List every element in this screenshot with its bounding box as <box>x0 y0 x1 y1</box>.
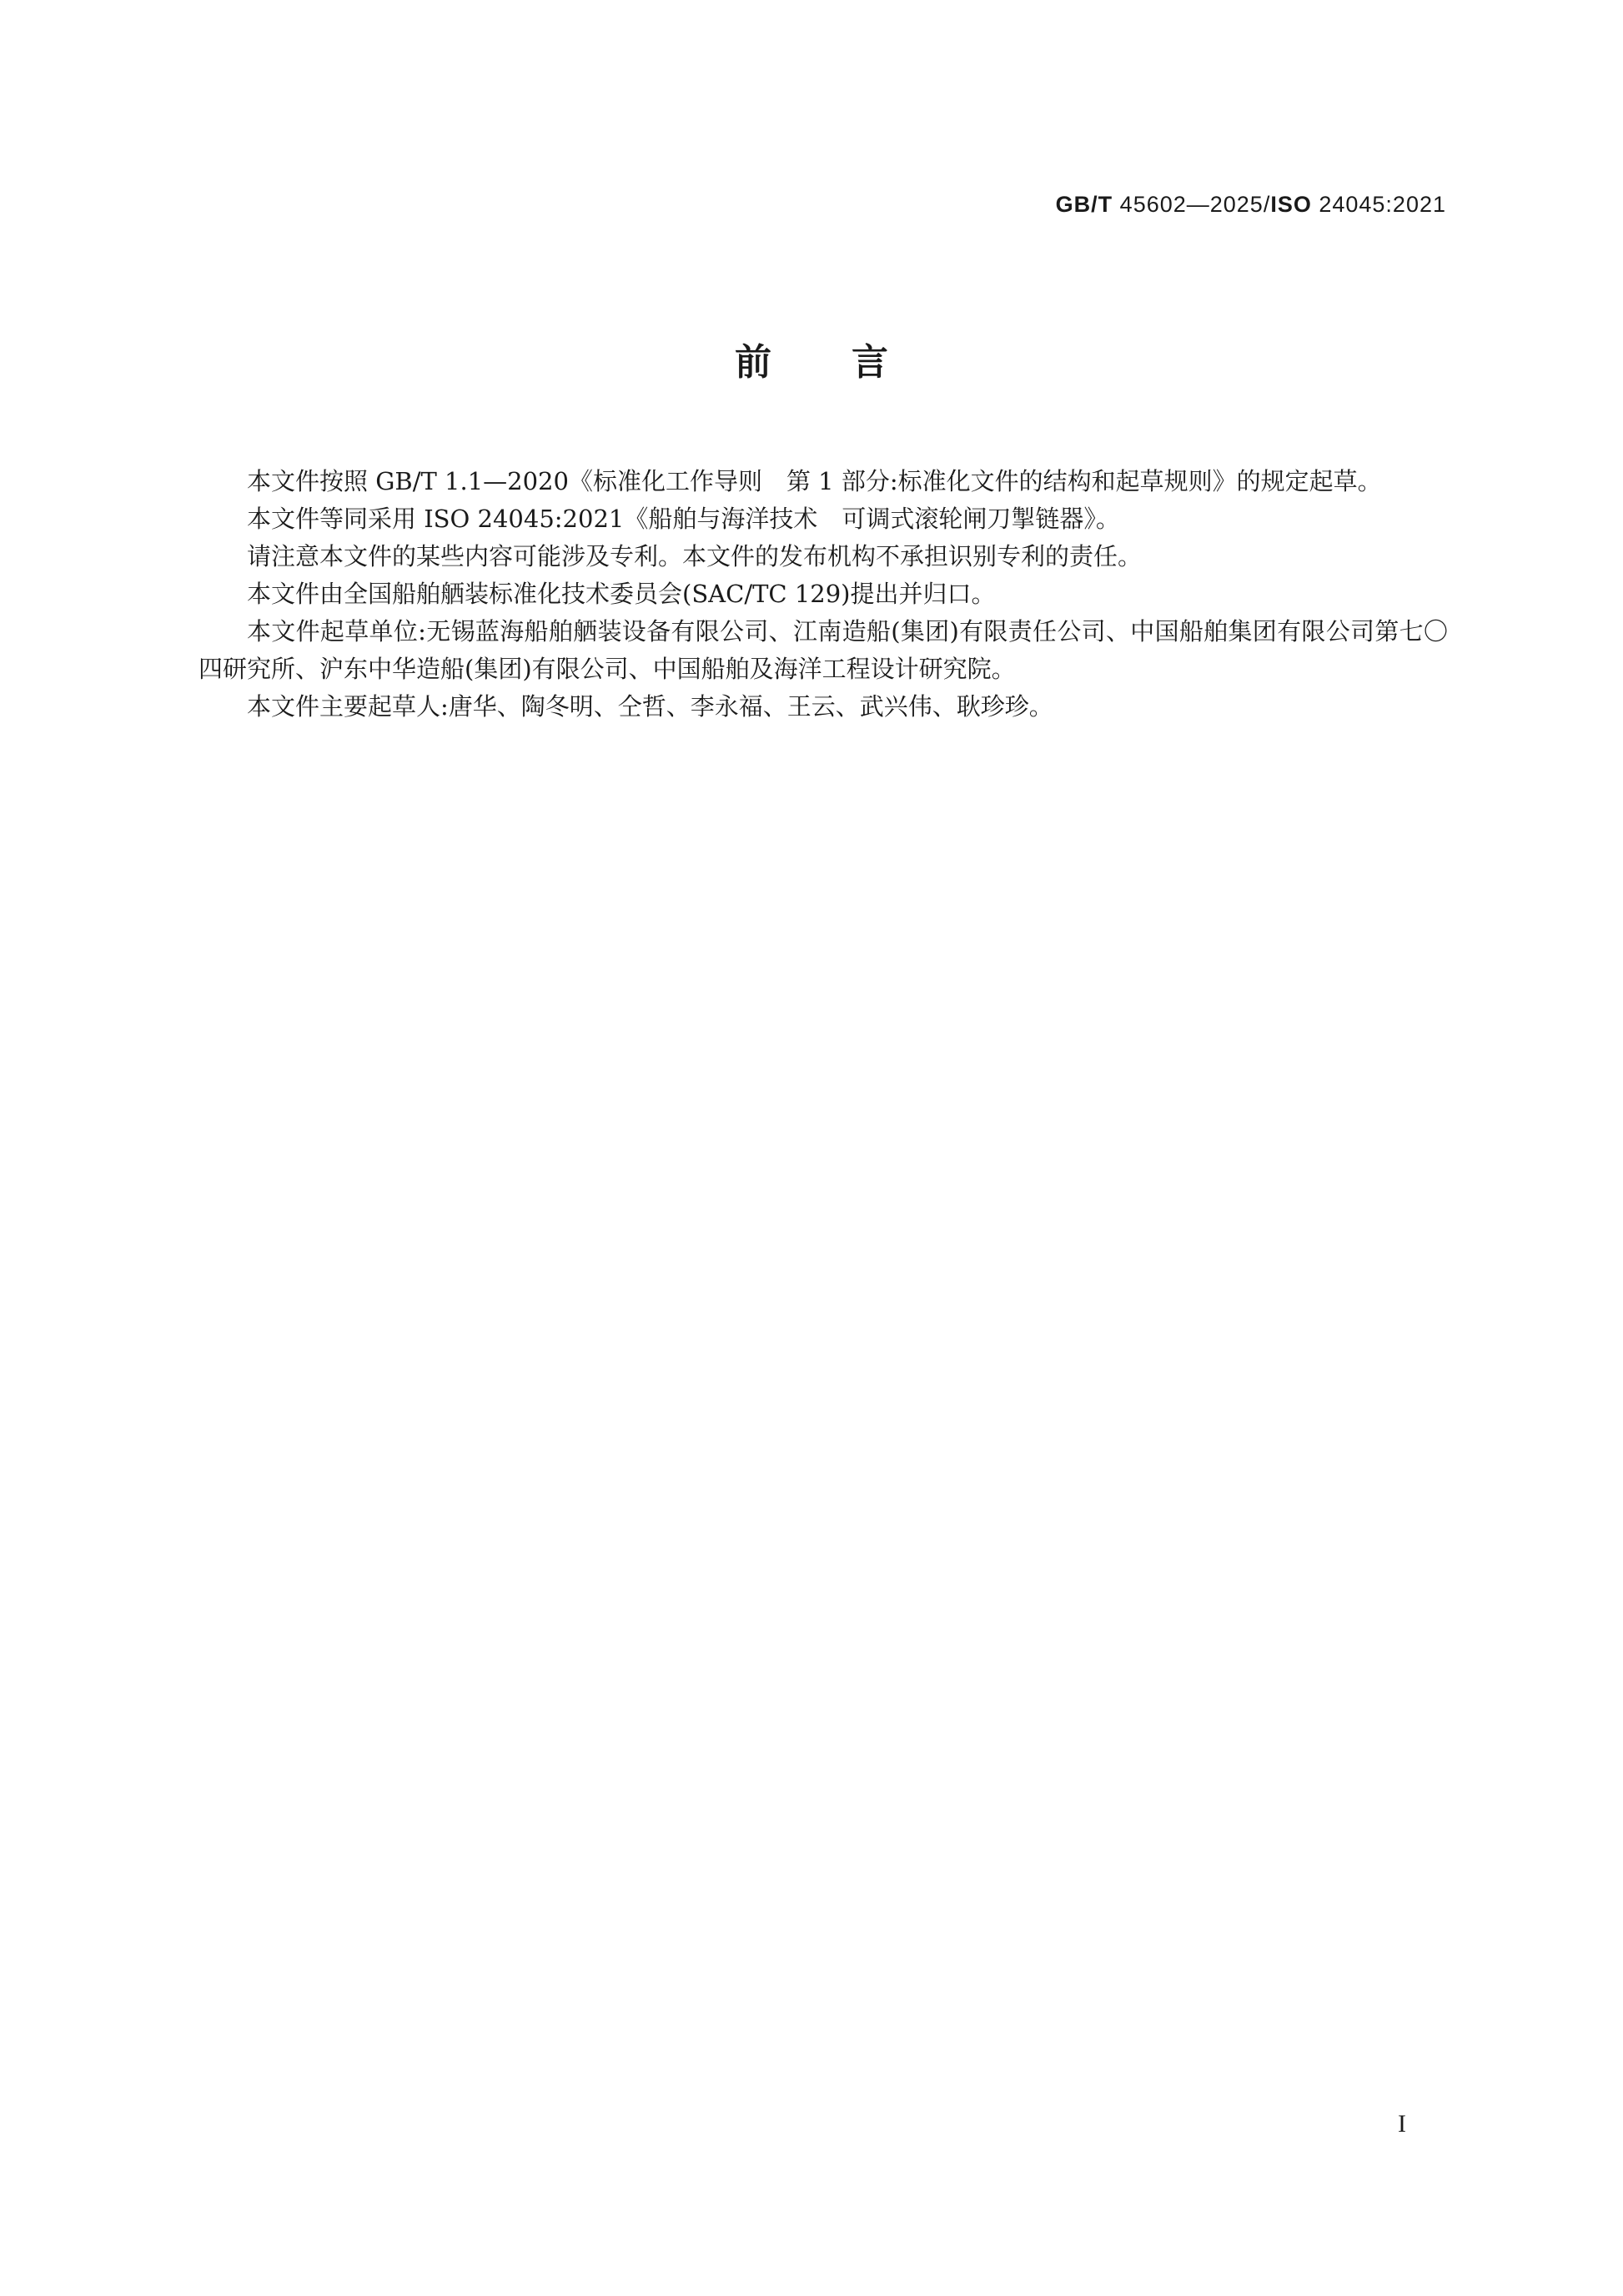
page-title <box>0 332 1623 385</box>
page-title-char-2: 言 <box>852 341 888 384</box>
paragraph-drafters: 本文件主要起草人:唐华、陶冬明、仝哲、李永福、王云、武兴伟、耿珍珍。 <box>247 692 1053 721</box>
page-title-char-1: 前 <box>735 341 771 384</box>
standard-code-header <box>1056 192 1446 218</box>
paragraph-patent-notice: 请注意本文件的某些内容可能涉及专利。本文件的发布机构不承担识别专利的责任。 <box>247 542 1143 570</box>
paragraph-proposer: 本文件由全国船舶舾装标准化技术委员会(SAC/TC 129)提出并归口。 <box>247 580 996 608</box>
standard-code-number: 45602—2025/ <box>1113 192 1271 217</box>
page-number: I <box>1398 2110 1406 2138</box>
foreword-body <box>198 463 1448 726</box>
paragraph-drafting-rules: 本文件按照 GB/T 1.1—2020《标准化工作导则 第 1 部分:标准化文件的结构和起草规则》的规定起草。 <box>247 467 1382 495</box>
standard-code-iso-prefix: ISO <box>1270 192 1312 217</box>
standard-code-prefix: GB/T <box>1055 192 1113 217</box>
paragraph-adoption: 本文件等同采用 ISO 24045:2021《船舶与海洋技术 可调式滚轮闸刀掣链器》。 <box>247 505 1120 533</box>
paragraph-drafting-organizations: 本文件起草单位:无锡蓝海船舶舾装设备有限公司、江南造船(集团)有限责任公司、中国船舶集团有限公司第七〇四研究所、沪东中华造船(集团)有限公司、中国船舶及海洋工程设计研究院。 <box>198 617 1448 683</box>
standard-code-iso-number: 24045:2021 <box>1311 192 1446 217</box>
